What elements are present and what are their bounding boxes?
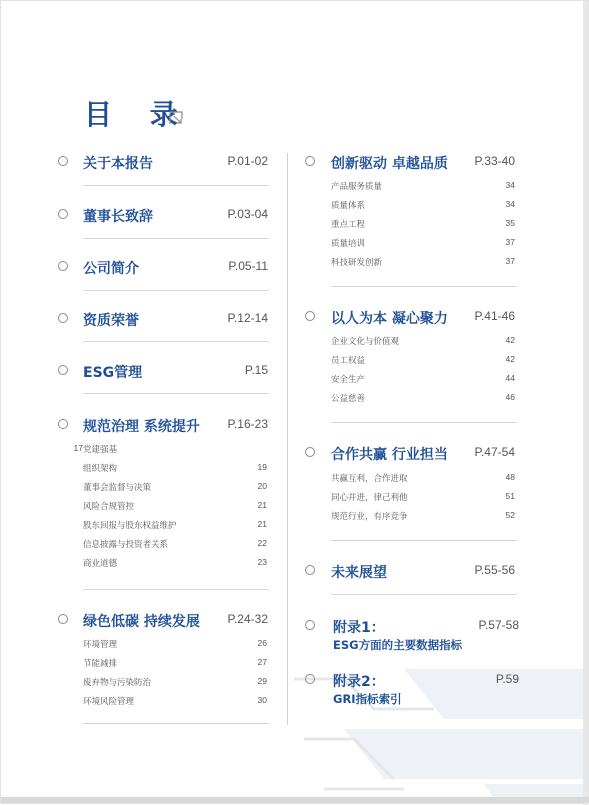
subsection-page: 35	[505, 218, 515, 228]
circle-bullet-icon	[58, 419, 68, 429]
subsection-label: 产品服务质量	[331, 182, 383, 192]
toc-section-people-oriented[interactable]	[305, 308, 515, 338]
subsection-label: 环境风险管理	[83, 697, 135, 707]
subsection-label: 商业道德	[83, 559, 118, 569]
toc-section-esg-management[interactable]	[58, 362, 268, 392]
circle-bullet-icon	[58, 313, 68, 323]
subsection-item[interactable]	[83, 481, 267, 500]
subsection-label: 质量体系	[331, 201, 366, 211]
section-page-range: P.33-40	[474, 154, 515, 168]
subsection-list	[331, 335, 515, 411]
section-page-range: P.41-46	[474, 309, 515, 323]
section-title: 未来展望	[331, 565, 387, 581]
subsection-label: 党建强基	[83, 445, 118, 455]
subsection-list	[331, 472, 515, 529]
subsection-item[interactable]	[83, 657, 267, 676]
circle-bullet-icon	[305, 620, 315, 630]
subsection-item[interactable]	[331, 199, 515, 218]
subsection-item[interactable]	[83, 638, 267, 657]
subsection-page: 37	[505, 237, 515, 247]
subsection-page: 22	[257, 538, 267, 548]
subsection-page: 20	[257, 481, 267, 491]
subsection-label: 环境管理	[83, 640, 118, 650]
circle-bullet-icon	[58, 209, 68, 219]
page-edge-shadow	[1, 797, 589, 803]
toc-section-green-development[interactable]	[58, 611, 268, 641]
toc-section-governance[interactable]	[58, 416, 268, 446]
subsection-item[interactable]	[331, 392, 515, 411]
section-title: 创新驱动 卓越品质	[331, 156, 448, 172]
section-title: 公司简介	[83, 261, 139, 277]
toc-section-innovation-quality[interactable]	[305, 153, 515, 183]
subsection-page: 34	[505, 199, 515, 209]
subsection-item[interactable]	[331, 491, 515, 510]
section-divider	[83, 723, 269, 724]
section-page-range: P.15	[244, 363, 268, 377]
subsection-page: 46	[505, 392, 515, 402]
subsection-item[interactable]	[331, 354, 515, 373]
section-title: 合作共赢 行业担当	[331, 447, 448, 463]
section-title: 附录1：	[333, 620, 385, 636]
section-divider	[83, 238, 269, 239]
subsection-item[interactable]	[331, 180, 515, 199]
toc-section-qualifications[interactable]	[58, 310, 268, 340]
section-divider	[83, 185, 269, 186]
subsection-item[interactable]	[331, 335, 515, 354]
subsection-label: 风险合规管控	[83, 502, 135, 512]
circle-bullet-icon	[305, 156, 315, 166]
section-page-range: P.57-58	[478, 618, 519, 632]
section-title: 董事长致辞	[83, 209, 153, 225]
section-page-range: P.16-23	[227, 417, 268, 431]
section-divider	[331, 540, 517, 541]
subsection-page: 37	[505, 256, 515, 266]
section-page-range: P.59	[495, 672, 519, 686]
subsection-page: 52	[505, 510, 515, 520]
circle-bullet-icon	[305, 311, 315, 321]
subsection-item[interactable]	[83, 557, 267, 576]
page-edge-shadow	[583, 1, 588, 805]
subsection-page: 26	[257, 638, 267, 648]
subsection-label: 质量培训	[331, 239, 366, 249]
section-page-range: P.12-14	[227, 311, 268, 325]
subsection-label: 安全生产	[331, 375, 366, 385]
subsection-item[interactable]	[83, 676, 267, 695]
circle-bullet-icon	[58, 614, 68, 624]
section-divider	[331, 286, 517, 287]
subsection-label: 废弃物与污染防治	[83, 678, 152, 688]
corner-arrow-icon	[169, 111, 183, 125]
subsection-page: 42	[505, 354, 515, 364]
section-title: 规范治理 系统提升	[83, 419, 200, 435]
section-page-range: P.05-11	[228, 259, 268, 273]
section-title: 绿色低碳 持续发展	[83, 614, 200, 630]
section-divider	[83, 589, 269, 590]
subsection-label: 公益慈善	[331, 394, 366, 404]
section-page-range: P.01-02	[227, 154, 268, 168]
subsection-list	[73, 443, 267, 576]
subsection-page: 29	[257, 676, 267, 686]
section-divider	[331, 594, 517, 595]
subsection-item[interactable]	[331, 510, 515, 529]
subsection-label: 规范行业，有序竞争	[331, 512, 408, 522]
subsection-page: 17	[73, 443, 83, 453]
subsection-label: 重点工程	[331, 220, 366, 230]
subsection-item[interactable]	[83, 695, 267, 714]
subsection-item[interactable]	[83, 519, 267, 538]
subsection-page: 42	[505, 335, 515, 345]
toc-section-about-report[interactable]	[58, 153, 268, 193]
section-title: 以人为本 凝心聚力	[331, 311, 448, 327]
section-divider	[83, 393, 269, 394]
subsection-item[interactable]	[83, 462, 267, 481]
subsection-page: 27	[257, 657, 267, 667]
toc-section-future-outlook[interactable]	[305, 562, 515, 592]
subsection-item[interactable]	[83, 538, 267, 557]
subsection-page: 51	[505, 491, 515, 501]
subsection-page: 23	[257, 557, 267, 567]
toc-section-appendix-1[interactable]	[305, 617, 519, 653]
column-divider	[287, 153, 288, 725]
subsection-page: 21	[257, 519, 267, 529]
subsection-label: 节能减排	[83, 659, 118, 669]
section-title: 资质荣誉	[83, 313, 139, 329]
subsection-item[interactable]	[83, 500, 267, 519]
section-subtitle: ESG方面的主要数据指标	[333, 638, 463, 652]
circle-bullet-icon	[58, 156, 68, 166]
toc-section-appendix-2[interactable]	[305, 671, 519, 707]
subsection-list	[331, 180, 515, 275]
section-divider	[83, 341, 269, 342]
subsection-label: 股东回报与股东权益维护	[83, 521, 177, 531]
section-page-range: P.03-04	[227, 207, 268, 221]
toc-section-cooperation[interactable]	[305, 444, 515, 474]
circle-bullet-icon	[305, 674, 315, 684]
circle-bullet-icon	[58, 365, 68, 375]
subsection-label: 同心并进，律己利他	[331, 493, 408, 503]
subsection-label: 组织架构	[83, 464, 118, 474]
toc-section-company-profile[interactable]	[58, 258, 268, 288]
subsection-item[interactable]	[331, 373, 515, 392]
page-title: 目 录	[84, 98, 192, 131]
section-page-range: P.47-54	[474, 445, 515, 459]
subsection-item[interactable]	[331, 256, 515, 275]
subsection-page: 34	[505, 180, 515, 190]
circle-bullet-icon	[305, 447, 315, 457]
subsection-item[interactable]	[331, 472, 515, 491]
section-divider	[331, 422, 517, 423]
subsection-page: 48	[505, 472, 515, 482]
section-title: 附录2：	[333, 674, 385, 690]
subsection-list	[83, 638, 267, 714]
circle-bullet-icon	[58, 261, 68, 271]
section-page-range: P.55-56	[474, 563, 515, 577]
subsection-label: 科技研发创新	[331, 258, 383, 268]
toc-section-chairman-speech[interactable]	[58, 206, 268, 236]
circle-bullet-icon	[305, 565, 315, 575]
subsection-label: 董事会监督与决策	[83, 483, 152, 493]
subsection-page: 30	[257, 695, 267, 705]
subsection-item[interactable]	[331, 237, 515, 256]
section-title: 关于本报告	[83, 156, 153, 172]
subsection-page: 44	[505, 373, 515, 383]
section-subtitle: GRI指标索引	[333, 692, 402, 706]
subsection-label: 企业文化与价值观	[331, 337, 400, 347]
subsection-page: 19	[257, 462, 267, 472]
subsection-page: 21	[257, 500, 267, 510]
subsection-item[interactable]	[331, 218, 515, 237]
subsection-label: 员工权益	[331, 356, 366, 366]
section-page-range: P.24-32	[227, 612, 268, 626]
subsection-label: 信息披露与投资者关系	[83, 540, 169, 550]
section-divider	[83, 290, 269, 291]
subsection-label: 共赢互利，合作进取	[331, 474, 408, 484]
section-title: ESG管理	[83, 365, 143, 381]
